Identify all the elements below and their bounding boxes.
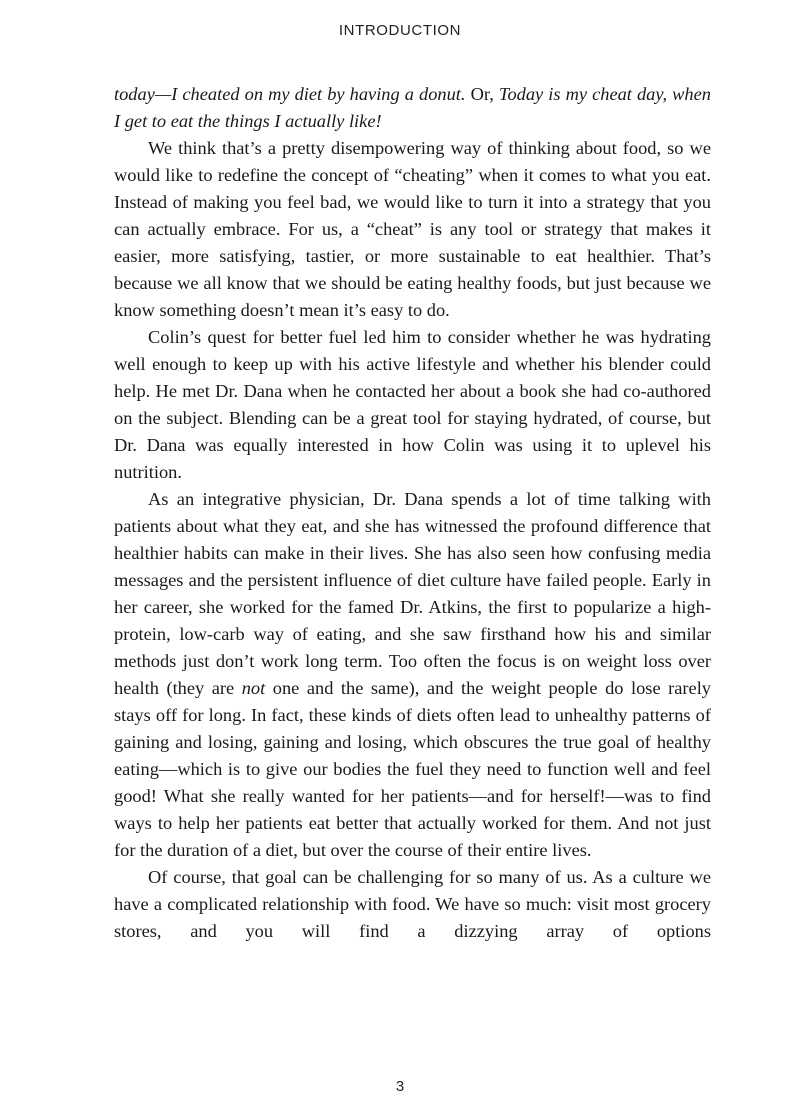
paragraph-continued [114, 81, 711, 135]
page-number: 3 [395, 1078, 405, 1095]
paragraph: Colin’s quest for better fuel led him to consider whether he was hydrating well enough to keep up with his active lifestyle and whether his blender could help. He met Dr. Dana when he contacted her about a book she had co-authored on the subject. Blending can be a great tool for staying hydrated, of course, but Dr. Dana was equally interested in how Colin was using it to uplevel his nutrition. [114, 327, 711, 482]
italic-quote-2: Today is my cheat day, when I get to eat the things I actually like! [114, 84, 711, 131]
paragraph: Of course, that goal can be challenging for so many of us. As a culture we have a complicated relationship with food. We have so much: visit most grocery stores, and you will find a dizzying array of options [114, 867, 711, 941]
paragraph [114, 486, 711, 864]
paragraph-text: one and the same), and the weight people do lose rarely stays off for long. In fact, these kinds of diets often lead to unhealthy patterns of gaining and losing, gaining and losing, which obscures the true goal of healthy eating—which is to give our bodies the fuel they need to function well and feel good! What she really wanted for her patients—and for herself!—was to find ways to help her patients eat better that actually worked for them. And not just for the duration of a diet, but over the course of their entire lives. [114, 678, 711, 860]
body-text [114, 81, 711, 945]
italic-quote-1: today—I cheated on my diet by having a donut. [114, 84, 466, 104]
paragraph: We think that’s a pretty disempowering way of thinking about food, so we would like to redefine the concept of “cheating” when it comes to what you eat. Instead of making you feel bad, we would like to turn it into a strategy that you can actually embrace. For us, a “cheat” is any tool or strategy that makes it easier, more satisfying, tastier, or more sustainable to eat healthier. That’s because we all know that we should be eating healthy foods, but just because we know something doesn’t mean it’s easy to do. [114, 138, 711, 320]
paragraph-text: Or, [465, 84, 499, 104]
italic-emphasis: not [241, 678, 266, 698]
paragraph-text: As an integrative physician, Dr. Dana spends a lot of time talking with patients about what they eat, and she has witnessed the profound difference that healthier habits can make in their lives. She has also seen how confusing media messages and the persistent influence of diet culture have failed people. Early in her career, she worked for the famed Dr. Atkins, the first to popularize a high-protein, low-carb way of eating, and she saw firsthand how his and similar methods just don’t work long term. Too often the focus is on weight loss over health (they are [114, 489, 711, 698]
running-head: INTRODUCTION [338, 22, 462, 39]
